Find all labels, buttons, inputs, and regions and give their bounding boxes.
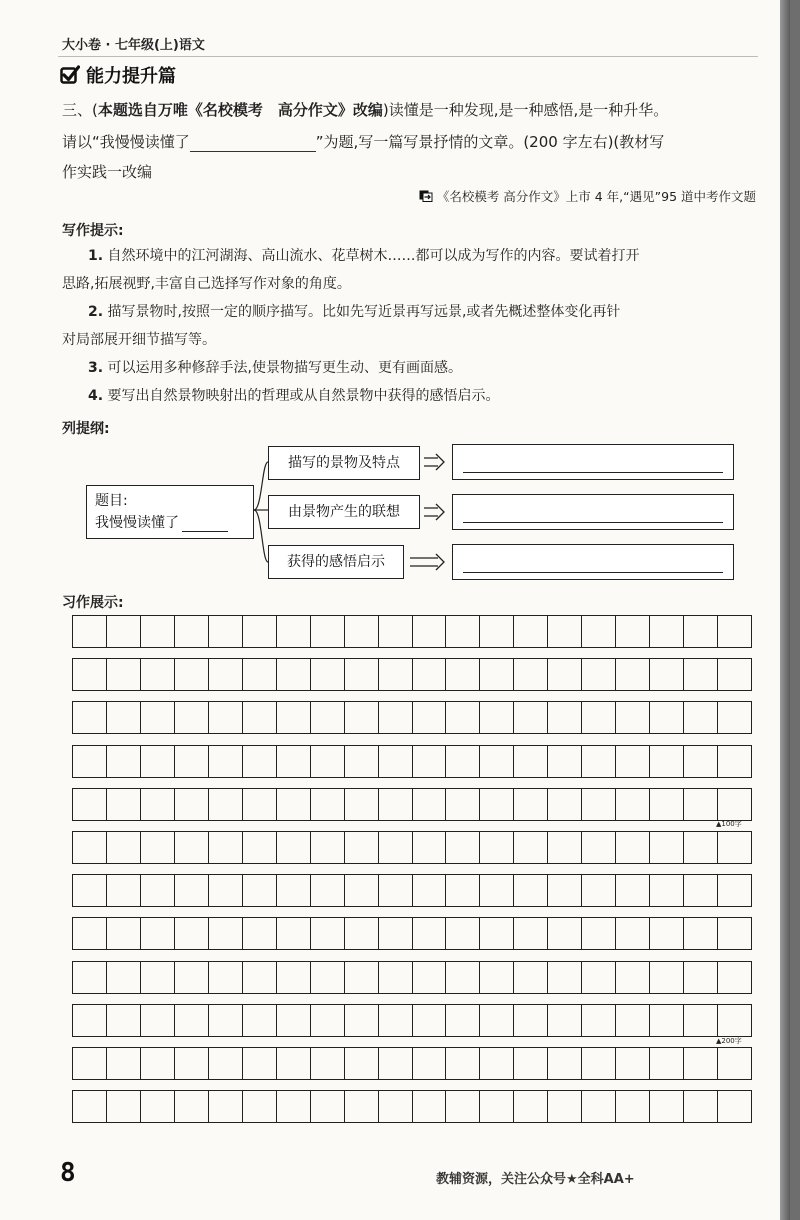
grid-cell[interactable]: [175, 789, 209, 820]
marker-100: ▲100字: [716, 820, 742, 828]
grid-cell[interactable]: [277, 789, 311, 820]
grid-cell[interactable]: [684, 918, 718, 949]
grid-cell[interactable]: [684, 1091, 718, 1122]
grid-cell[interactable]: [718, 875, 752, 906]
grid-cell[interactable]: [277, 1048, 311, 1079]
grid-cell[interactable]: [209, 746, 243, 777]
tips-heading: 写作提示:: [62, 223, 124, 239]
grid-cell[interactable]: [684, 962, 718, 993]
grid-cell[interactable]: [514, 832, 548, 863]
grid-cell[interactable]: [107, 746, 141, 777]
grid-cell[interactable]: [379, 875, 413, 906]
grid-cell[interactable]: [243, 918, 277, 949]
grid-cell[interactable]: [718, 616, 752, 647]
grid-cell[interactable]: [141, 746, 175, 777]
grid-row: [72, 658, 752, 691]
grid-cell[interactable]: [379, 702, 413, 733]
section-title: 能力提升篇: [86, 66, 176, 87]
grid-cell[interactable]: [446, 962, 480, 993]
grid-cell[interactable]: [209, 1005, 243, 1036]
grid-cell[interactable]: [446, 832, 480, 863]
grid-cell[interactable]: [345, 1091, 379, 1122]
grid-cell[interactable]: [379, 746, 413, 777]
grid-cell[interactable]: [684, 702, 718, 733]
marker-200: ▲200字: [716, 1037, 742, 1045]
grid-cell[interactable]: [243, 789, 277, 820]
grid-cell[interactable]: [514, 659, 548, 690]
grid-cell[interactable]: [548, 746, 582, 777]
grid-cell[interactable]: [107, 616, 141, 647]
grid-cell[interactable]: [446, 789, 480, 820]
grid-cell[interactable]: [311, 918, 345, 949]
grid-cell[interactable]: [141, 1048, 175, 1079]
composition-heading: 习作展示:: [62, 595, 124, 611]
grid-cell[interactable]: [73, 616, 107, 647]
grid-cell[interactable]: [345, 746, 379, 777]
grid-cell[interactable]: [141, 918, 175, 949]
grid-cell[interactable]: [684, 1005, 718, 1036]
grid-cell[interactable]: [209, 659, 243, 690]
double-arrow-icon: [424, 504, 444, 520]
grid-cell[interactable]: [311, 1048, 345, 1079]
grid-cell[interactable]: [277, 1091, 311, 1122]
grid-cell[interactable]: [277, 746, 311, 777]
grid-cell[interactable]: [311, 789, 345, 820]
grid-cell[interactable]: [718, 702, 752, 733]
footer-text: 教辅资源，关注公众号★全科AA+: [436, 1172, 635, 1187]
grid-cell[interactable]: [413, 616, 447, 647]
grid-cell[interactable]: [345, 659, 379, 690]
grid-cell[interactable]: [650, 832, 684, 863]
outline-heading: 列提纲:: [62, 421, 110, 437]
grid-cell[interactable]: [650, 789, 684, 820]
grid-cell[interactable]: [209, 789, 243, 820]
grid-cell[interactable]: [345, 918, 379, 949]
grid-cell[interactable]: [684, 746, 718, 777]
tip-item-1: 1. 自然环境中的江河湖海、高山流水、花草树木……都可以成为写作的内容。要试着打开 思路,拓展视野,丰富自己选择写作对象的角度。: [62, 248, 640, 292]
grid-cell[interactable]: [311, 702, 345, 733]
grid-cell[interactable]: [413, 1048, 447, 1079]
grid-cell[interactable]: [650, 616, 684, 647]
grid-cell[interactable]: [548, 1091, 582, 1122]
grid-cell[interactable]: [311, 616, 345, 647]
grid-cell[interactable]: [548, 832, 582, 863]
grid-cell[interactable]: [446, 702, 480, 733]
outline-branch-1: 描写的景物及特点: [268, 446, 420, 480]
running-header: 大小卷 · 七年级(上)语文: [62, 38, 205, 53]
grid-cell[interactable]: [175, 918, 209, 949]
grid-cell[interactable]: [446, 659, 480, 690]
grid-cell[interactable]: [345, 789, 379, 820]
grid-cell[interactable]: [718, 746, 752, 777]
grid-cell[interactable]: [650, 1048, 684, 1079]
grid-cell[interactable]: [582, 918, 616, 949]
grid-cell[interactable]: [345, 616, 379, 647]
grid-cell[interactable]: [684, 875, 718, 906]
grid-cell[interactable]: [582, 832, 616, 863]
grid-cell[interactable]: [277, 875, 311, 906]
grid-cell[interactable]: [413, 1091, 447, 1122]
grid-cell[interactable]: [480, 962, 514, 993]
grid-cell[interactable]: [175, 659, 209, 690]
grid-cell[interactable]: [175, 1048, 209, 1079]
grid-cell[interactable]: [548, 616, 582, 647]
grid-cell[interactable]: [107, 1091, 141, 1122]
grid-cell[interactable]: [209, 1091, 243, 1122]
grid-cell[interactable]: [548, 789, 582, 820]
grid-cell[interactable]: [548, 1048, 582, 1079]
grid-cell[interactable]: [243, 1091, 277, 1122]
grid-cell[interactable]: [379, 962, 413, 993]
grid-row: [72, 1090, 752, 1123]
grid-cell[interactable]: [107, 918, 141, 949]
grid-cell[interactable]: [311, 962, 345, 993]
promo-note: 《名校模考 高分作文》上市 4 年,“遇见”95 道中考作文题: [419, 187, 756, 205]
grid-cell[interactable]: [243, 659, 277, 690]
grid-cell[interactable]: [650, 875, 684, 906]
grid-row: [72, 1004, 752, 1037]
grid-cell[interactable]: [175, 702, 209, 733]
grid-cell[interactable]: [379, 1048, 413, 1079]
grid-cell[interactable]: [379, 616, 413, 647]
grid-cell[interactable]: [684, 659, 718, 690]
outline-branch-2: 由景物产生的联想: [268, 495, 420, 529]
grid-cell[interactable]: [480, 1048, 514, 1079]
grid-row: [72, 1047, 752, 1080]
grid-cell[interactable]: [582, 1048, 616, 1079]
grid-cell[interactable]: [277, 659, 311, 690]
grid-cell[interactable]: [73, 962, 107, 993]
grid-cell[interactable]: [311, 875, 345, 906]
grid-cell[interactable]: [650, 702, 684, 733]
grid-cell[interactable]: [379, 659, 413, 690]
grid-cell[interactable]: [684, 789, 718, 820]
grid-cell[interactable]: [582, 702, 616, 733]
grid-cell[interactable]: [107, 702, 141, 733]
grid-cell[interactable]: [311, 746, 345, 777]
grid-cell[interactable]: [413, 659, 447, 690]
grid-cell[interactable]: [311, 1005, 345, 1036]
grid-cell[interactable]: [650, 1005, 684, 1036]
grid-cell[interactable]: [718, 1048, 752, 1079]
grid-cell[interactable]: [209, 1048, 243, 1079]
grid-cell[interactable]: [379, 789, 413, 820]
question-line-2: 请以“我慢慢读懂了 ”为题,写一篇写景抒情的文章。(200 字左右)(教材写: [62, 133, 665, 151]
grid-cell[interactable]: [480, 746, 514, 777]
grid-cell[interactable]: [548, 702, 582, 733]
grid-cell[interactable]: [209, 962, 243, 993]
grid-cell[interactable]: [175, 616, 209, 647]
grid-cell[interactable]: [311, 1091, 345, 1122]
grid-cell[interactable]: [277, 1005, 311, 1036]
grid-cell[interactable]: [446, 746, 480, 777]
grid-cell[interactable]: [107, 875, 141, 906]
grid-cell[interactable]: [73, 1048, 107, 1079]
question-line-3: 作实践一改编: [62, 163, 153, 181]
grid-cell[interactable]: [413, 789, 447, 820]
grid-cell[interactable]: [73, 702, 107, 733]
grid-cell[interactable]: [277, 918, 311, 949]
grid-row: [72, 788, 752, 821]
tip-item-3: 3. 可以运用多种修辞手法,使景物描写更生动、更有画面感。: [88, 360, 462, 376]
grid-cell[interactable]: [73, 789, 107, 820]
answer-box-2[interactable]: [452, 494, 734, 530]
question-number: 三、: [62, 101, 93, 119]
grid-cell[interactable]: [514, 746, 548, 777]
grid-row: [72, 917, 752, 950]
grid-cell[interactable]: [345, 1048, 379, 1079]
grid-cell[interactable]: [243, 1048, 277, 1079]
grid-row: [72, 874, 752, 907]
grid-cell[interactable]: [718, 1091, 752, 1122]
grid-cell[interactable]: [616, 875, 650, 906]
question-line-1: 三、(本题选自万唯《名校模考 高分作文》改编)读懂是一种发现,是一种感悟,是一种升华。: [62, 101, 669, 119]
grid-cell[interactable]: [718, 789, 752, 820]
grid-cell[interactable]: [277, 962, 311, 993]
grid-cell[interactable]: [243, 875, 277, 906]
grid-cell[interactable]: [446, 918, 480, 949]
grid-cell[interactable]: [141, 962, 175, 993]
grid-cell[interactable]: [548, 659, 582, 690]
outline-topic-box: 题目: 我慢慢读懂了: [86, 485, 254, 539]
grid-cell[interactable]: [582, 789, 616, 820]
grid-cell[interactable]: [718, 962, 752, 993]
grid-cell[interactable]: [379, 832, 413, 863]
grid-cell[interactable]: [718, 659, 752, 690]
grid-cell[interactable]: [311, 659, 345, 690]
grid-cell[interactable]: [582, 875, 616, 906]
grid-cell[interactable]: [446, 875, 480, 906]
grid-cell[interactable]: [413, 962, 447, 993]
grid-cell[interactable]: [141, 702, 175, 733]
grid-cell[interactable]: [650, 1091, 684, 1122]
grid-cell[interactable]: [514, 1005, 548, 1036]
grid-row: [72, 961, 752, 994]
grid-cell[interactable]: [141, 875, 175, 906]
grid-cell[interactable]: [718, 832, 752, 863]
page-number: 8: [60, 1158, 76, 1188]
grid-cell[interactable]: [243, 832, 277, 863]
grid-row: [72, 831, 752, 864]
grid-cell[interactable]: [209, 832, 243, 863]
grid-cell[interactable]: [616, 962, 650, 993]
grid-cell[interactable]: [73, 746, 107, 777]
grid-cell[interactable]: [446, 1048, 480, 1079]
grid-cell[interactable]: [480, 875, 514, 906]
grid-cell[interactable]: [209, 616, 243, 647]
grid-cell[interactable]: [480, 616, 514, 647]
grid-cell[interactable]: [107, 1048, 141, 1079]
grid-cell[interactable]: [480, 702, 514, 733]
grid-cell[interactable]: [141, 789, 175, 820]
grid-cell[interactable]: [684, 1048, 718, 1079]
grid-cell[interactable]: [345, 875, 379, 906]
grid-cell[interactable]: [480, 1091, 514, 1122]
grid-row: [72, 615, 752, 648]
grid-cell[interactable]: [107, 659, 141, 690]
grid-cell[interactable]: [650, 659, 684, 690]
grid-cell[interactable]: [480, 832, 514, 863]
grid-cell[interactable]: [73, 1091, 107, 1122]
grid-cell[interactable]: [616, 746, 650, 777]
grid-cell[interactable]: [514, 1091, 548, 1122]
grid-cell[interactable]: [175, 746, 209, 777]
grid-cell[interactable]: [345, 962, 379, 993]
grid-cell[interactable]: [413, 832, 447, 863]
grid-cell[interactable]: [243, 962, 277, 993]
grid-cell[interactable]: [243, 1005, 277, 1036]
question-text: 读懂是一种发现,是一种感悟,是一种升华。: [388, 101, 669, 119]
grid-cell[interactable]: [650, 962, 684, 993]
grid-cell[interactable]: [514, 962, 548, 993]
grid-cell[interactable]: [311, 832, 345, 863]
grid-cell[interactable]: [175, 1091, 209, 1122]
grid-cell[interactable]: [616, 789, 650, 820]
grid-cell[interactable]: [345, 832, 379, 863]
grid-cell[interactable]: [141, 1005, 175, 1036]
grid-cell[interactable]: [107, 1005, 141, 1036]
grid-cell[interactable]: [107, 962, 141, 993]
grid-cell[interactable]: [514, 875, 548, 906]
grid-cell[interactable]: [175, 832, 209, 863]
grid-cell[interactable]: [209, 702, 243, 733]
tip-item-4: 4. 要写出自然景物映射出的哲理或从自然景物中获得的感悟启示。: [88, 388, 500, 404]
double-arrow-icon: [424, 454, 444, 470]
grid-cell[interactable]: [616, 1048, 650, 1079]
question-source: 本题选自万唯《名校模考 高分作文》改编: [97, 101, 383, 119]
grid-cell[interactable]: [175, 875, 209, 906]
grid-cell[interactable]: [514, 702, 548, 733]
grid-cell[interactable]: [243, 746, 277, 777]
grid-cell[interactable]: [243, 702, 277, 733]
answer-box-3[interactable]: [452, 544, 734, 580]
grid-cell[interactable]: [446, 1091, 480, 1122]
grid-cell[interactable]: [175, 962, 209, 993]
double-arrow-icon: [410, 554, 444, 570]
grid-cell[interactable]: [175, 1005, 209, 1036]
grid-cell[interactable]: [514, 616, 548, 647]
grid-cell[interactable]: [684, 832, 718, 863]
grid-cell[interactable]: [141, 1091, 175, 1122]
grid-cell[interactable]: [582, 962, 616, 993]
grid-cell[interactable]: [413, 1005, 447, 1036]
grid-cell[interactable]: [480, 1005, 514, 1036]
grid-cell[interactable]: [480, 659, 514, 690]
grid-cell[interactable]: [73, 659, 107, 690]
grid-cell[interactable]: [684, 616, 718, 647]
grid-cell[interactable]: [209, 875, 243, 906]
grid-cell[interactable]: [277, 832, 311, 863]
grid-cell[interactable]: [277, 616, 311, 647]
grid-cell[interactable]: [413, 746, 447, 777]
grid-cell[interactable]: [413, 702, 447, 733]
grid-cell[interactable]: [616, 918, 650, 949]
grid-cell[interactable]: [141, 832, 175, 863]
grid-cell[interactable]: [582, 1005, 616, 1036]
grid-cell[interactable]: [548, 1005, 582, 1036]
grid-cell[interactable]: [616, 1005, 650, 1036]
grid-row: [72, 745, 752, 778]
grid-cell[interactable]: [141, 616, 175, 647]
grid-cell[interactable]: [548, 918, 582, 949]
grid-cell[interactable]: [209, 918, 243, 949]
grid-cell[interactable]: [582, 1091, 616, 1122]
grid-cell[interactable]: [650, 918, 684, 949]
grid-cell[interactable]: [616, 616, 650, 647]
grid-cell[interactable]: [379, 918, 413, 949]
grid-cell[interactable]: [514, 1048, 548, 1079]
grid-cell[interactable]: [514, 789, 548, 820]
grid-cell[interactable]: [277, 702, 311, 733]
grid-cell[interactable]: [379, 1005, 413, 1036]
grid-cell[interactable]: [107, 789, 141, 820]
grid-cell[interactable]: [379, 1091, 413, 1122]
grid-cell[interactable]: [107, 832, 141, 863]
grid-cell[interactable]: [582, 746, 616, 777]
grid-cell[interactable]: [73, 918, 107, 949]
grid-cell[interactable]: [446, 616, 480, 647]
grid-cell[interactable]: [73, 1005, 107, 1036]
grid-cell[interactable]: [548, 875, 582, 906]
grid-cell[interactable]: [480, 789, 514, 820]
grid-cell[interactable]: [616, 832, 650, 863]
grid-cell[interactable]: [446, 1005, 480, 1036]
grid-row: [72, 701, 752, 734]
grid-cell[interactable]: [582, 616, 616, 647]
grid-cell[interactable]: [616, 702, 650, 733]
grid-cell[interactable]: [413, 918, 447, 949]
grid-cell[interactable]: [548, 962, 582, 993]
grid-cell[interactable]: [345, 702, 379, 733]
answer-box-1[interactable]: [452, 444, 734, 480]
grid-cell[interactable]: [650, 746, 684, 777]
outline-branch-3: 获得的感悟启示: [268, 545, 404, 579]
grid-cell[interactable]: [243, 616, 277, 647]
grid-cell[interactable]: [514, 918, 548, 949]
grid-cell[interactable]: [413, 875, 447, 906]
grid-cell[interactable]: [480, 918, 514, 949]
grid-cell[interactable]: [73, 875, 107, 906]
grid-cell[interactable]: [582, 659, 616, 690]
grid-cell[interactable]: [718, 1005, 752, 1036]
grid-cell[interactable]: [616, 659, 650, 690]
grid-cell[interactable]: [718, 918, 752, 949]
grid-cell[interactable]: [141, 659, 175, 690]
tip-item-2: 2. 描写景物时,按照一定的顺序描写。比如先写近景再写远景,或者先概述整体变化再针 对局部展开细节描写等。: [62, 304, 621, 348]
grid-cell[interactable]: [616, 1091, 650, 1122]
topic-blank[interactable]: [182, 517, 228, 532]
grid-cell[interactable]: [345, 1005, 379, 1036]
grid-cell[interactable]: [73, 832, 107, 863]
